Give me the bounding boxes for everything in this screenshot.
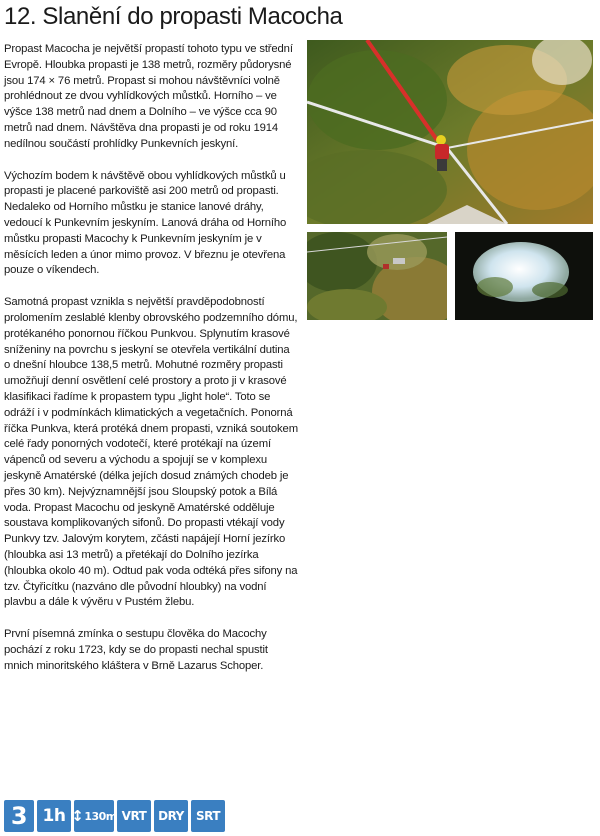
abyss-wall-image	[307, 232, 447, 320]
time-badge: 1h	[37, 800, 71, 832]
rappelling-image	[307, 40, 593, 224]
tag-badge-srt: SRT	[191, 800, 225, 832]
depth-value: 130m	[84, 809, 117, 823]
paragraph: Propast Macocha je největší propastí tohoto typu ve střední Evropě. Hloubka propasti je 138 metrů, rozměry půdorysné jsou 174 × 76 metrů. Propast si mohou návštěvníci volně prohlédnout ze dvou vyhlídkových můstků. Horního – ve výšce 138 metrů nad dnem a Dolního – ve výšce cca 90 metrů nad dnem. Návštěva dna propasti je od roku 1914 nedílnou součástí prohlídky Punkevních jeskyní.	[4, 43, 293, 150]
photo-rappelling-climber	[307, 40, 593, 224]
paragraph: Samotná propast vznikla s největší pravděpodobností prolomením zeslablé klenby obrovského podzemního dómu, protékaného ponornou říčkou Punkvou. Splynutím krasové sníženiny na povrchu s jeskyní se otevřela vertikální dutina o dnešní hloubce 138,5 metrů. Mohutné rozměry propasti umožňují denní osvětlení celé prostory a proto ji v krasové klasifikaci řadíme k propastem typu „light hole“. Toto se odráží i v podmínkách klimatických a vegetačních. Ponorná říčka Punkva, která protéká dnem propasti, vzniká soutokem celé řady ponorných vodotečí, které protékají na území vápenců od severu a východu a spojují se v komplexu jeskyně Amatérské (délka jejích dosud známých chodeb je přes 30 km). Nejvýznamnější jsou Sloupský potok a Bílá voda. Propast Macochu od jeskyně Amatérské odděluje soustava komplikovaných sifonů. Do propasti vtékají vody Punkvy tzv. Jalovým korytem, zčásti napájejí Horní jezírko (hloubka asi 13 metrů) a přetékají do Dolního jezírka (hloubka okolo 40 m). Odtud pak voda odtéká přes sifony na tzv. Čtyřicítku (nazváno dle původní hloubky) na vodní plavbu a dále k vývěru v Pustém žlebu.	[4, 296, 298, 609]
tag-badge-dry: DRY	[154, 800, 188, 832]
paragraph: První písemná zmínka o sestupu člověka do Macochy pochází z roku 1723, kdy se do propasti nechal spustit mnich minoritského kláštera v Brně Lazarus Schoper.	[4, 628, 268, 672]
photo-cave-opening	[455, 232, 593, 320]
article-body	[4, 42, 298, 690]
depth-badge	[71, 800, 117, 832]
paragraph: Výchozím bodem k návštěvě obou vyhlídkových můstků u propasti je placené parkoviště asi 200 metrů od propasti. Nedaleko od Horního můstku je stanice lanové dráhy, vedoucí k Punkevním jeskyním. Lanová dráha od Horního můstku propasti Macochy k Punkevním jeskyním je v měsících leden a únor mimo provoz. V březnu je otevřena pouze o víkendech.	[4, 169, 287, 277]
page-title: 12. Slanění do propasti Macocha	[4, 3, 343, 30]
difficulty-badge: 3	[4, 800, 34, 832]
photo-abyss-wall	[307, 232, 447, 320]
vertical-arrow-icon: ↕	[71, 807, 84, 825]
cave-opening-image	[455, 232, 593, 320]
tag-badge-vrt: VRT	[117, 800, 151, 832]
route-badges	[4, 800, 225, 832]
